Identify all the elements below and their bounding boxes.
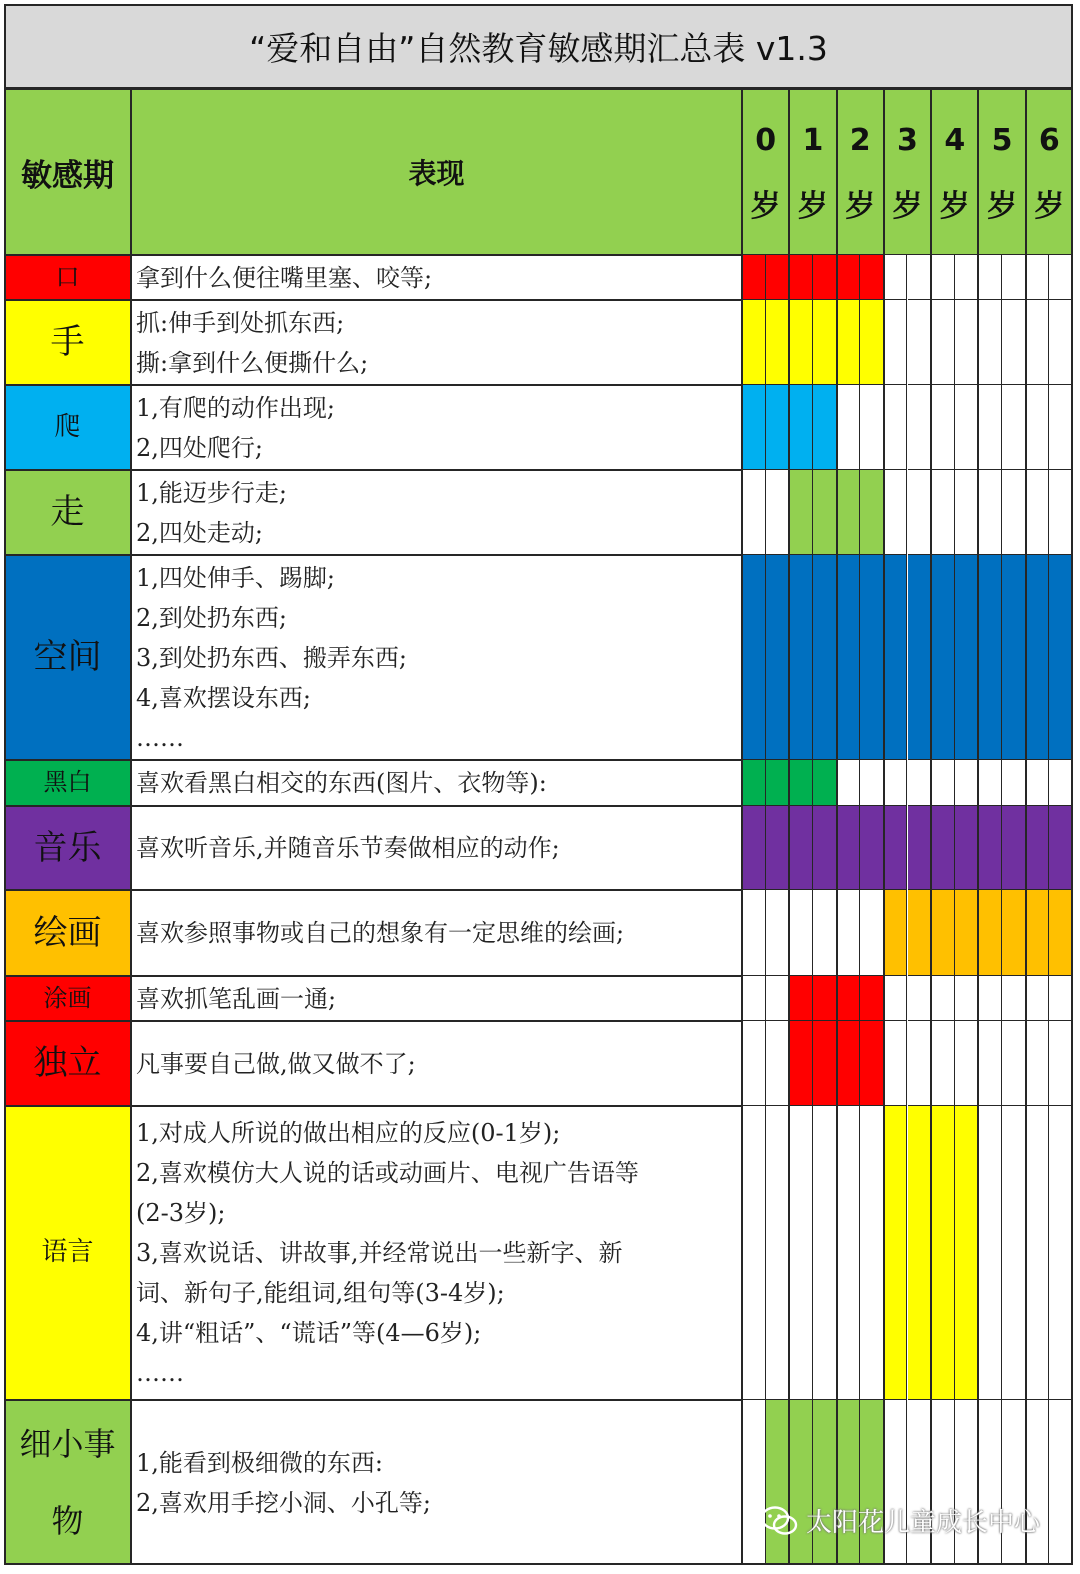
timeline-cell bbox=[860, 555, 884, 760]
description-line: 凡事要自己做,做又做不了; bbox=[136, 1049, 416, 1078]
timeline-cell bbox=[955, 760, 979, 806]
description-line: 喜欢抓笔乱画一通; bbox=[136, 984, 337, 1013]
timeline-cell bbox=[908, 1400, 932, 1565]
timeline-cell bbox=[766, 760, 790, 806]
timeline-cell bbox=[1002, 976, 1026, 1021]
timeline-cell bbox=[837, 385, 861, 470]
age-number: 2 bbox=[849, 123, 871, 158]
timeline-cell bbox=[766, 806, 790, 890]
timeline-cell bbox=[837, 1400, 861, 1565]
timeline-cell bbox=[955, 976, 979, 1021]
timeline-cell bbox=[884, 1400, 908, 1565]
timeline-cell bbox=[860, 1106, 884, 1400]
age-number: 1 bbox=[802, 123, 824, 158]
timeline-cell bbox=[1049, 470, 1073, 555]
timeline-cell bbox=[742, 806, 766, 890]
timeline-cell bbox=[908, 1106, 932, 1400]
timeline-cell bbox=[884, 760, 908, 806]
timeline-cell bbox=[1049, 300, 1073, 385]
timeline-cell bbox=[813, 976, 837, 1021]
timeline-cell bbox=[1026, 1400, 1050, 1565]
timeline-cell bbox=[978, 385, 1002, 470]
timeline-cell bbox=[931, 760, 955, 806]
period-name: 空间 bbox=[4, 555, 131, 760]
description-line: 3,喜欢说话、讲故事,并经常说出一些新字、新 bbox=[136, 1239, 623, 1267]
timeline-cell bbox=[884, 255, 908, 300]
timeline-cell bbox=[1002, 1021, 1026, 1106]
description-line: 1,对成人所说的做出相应的反应(0-1岁); bbox=[136, 1119, 561, 1147]
timeline-cell bbox=[813, 470, 837, 555]
timeline-cell bbox=[955, 470, 979, 555]
timeline-cell bbox=[931, 255, 955, 300]
timeline-cell bbox=[908, 760, 932, 806]
timeline-cell bbox=[908, 806, 932, 890]
header-performance: 表现 bbox=[131, 89, 742, 255]
description-line: 词、新句子,能组词,组句等(3-4岁); bbox=[136, 1279, 505, 1307]
timeline-cell bbox=[742, 1021, 766, 1106]
timeline-cell bbox=[978, 1106, 1002, 1400]
description-line: 2,四处走动; bbox=[136, 518, 263, 547]
timeline-cell bbox=[837, 470, 861, 555]
period-name: 走 bbox=[4, 470, 131, 555]
watermark-text: 太阳花儿童成长中心 bbox=[806, 1508, 1041, 1538]
timeline-cell bbox=[884, 385, 908, 470]
description-line: 4,喜欢摆设东西; bbox=[136, 683, 311, 712]
timeline-cell bbox=[766, 555, 790, 760]
age-unit: 岁 bbox=[892, 189, 923, 224]
period-name: 语言 bbox=[4, 1106, 131, 1400]
timeline-cell bbox=[789, 1106, 813, 1400]
timeline-cell bbox=[789, 1400, 813, 1565]
timeline-cell bbox=[1026, 300, 1050, 385]
timeline-cell bbox=[931, 976, 955, 1021]
description-line: (2-3岁); bbox=[136, 1199, 226, 1227]
description-line: 2,喜欢模仿大人说的话或动画片、电视广告语等 bbox=[136, 1159, 639, 1187]
timeline-cell bbox=[1026, 555, 1050, 760]
timeline-cell bbox=[1049, 1021, 1073, 1106]
timeline-cell bbox=[789, 976, 813, 1021]
description-line: 2,到处扔东西; bbox=[136, 603, 287, 632]
timeline-cell bbox=[955, 1021, 979, 1106]
timeline-cell bbox=[860, 470, 884, 555]
timeline-cell bbox=[860, 1400, 884, 1565]
timeline-cell bbox=[1026, 1106, 1050, 1400]
timeline-cell bbox=[766, 385, 790, 470]
timeline-cell bbox=[742, 890, 766, 976]
timeline-cell bbox=[813, 1400, 837, 1565]
timeline-cell bbox=[766, 1400, 790, 1565]
timeline-cell bbox=[1002, 1400, 1026, 1565]
timeline-cell bbox=[860, 300, 884, 385]
timeline-cell bbox=[813, 555, 837, 760]
timeline-cell bbox=[908, 555, 932, 760]
timeline-cell bbox=[955, 385, 979, 470]
timeline-cell bbox=[813, 300, 837, 385]
timeline-cell bbox=[1026, 385, 1050, 470]
age-number: 3 bbox=[897, 123, 918, 158]
age-header-0 bbox=[742, 89, 789, 255]
timeline-cell bbox=[908, 890, 932, 976]
period-name: 绘画 bbox=[4, 890, 131, 976]
description-line: …… bbox=[136, 1359, 184, 1387]
timeline-cell bbox=[766, 890, 790, 976]
timeline-cell bbox=[931, 806, 955, 890]
timeline-cell bbox=[1026, 255, 1050, 300]
timeline-cell bbox=[908, 300, 932, 385]
timeline-cell bbox=[1002, 300, 1026, 385]
timeline-cell bbox=[766, 470, 790, 555]
timeline-cell bbox=[978, 300, 1002, 385]
timeline-cell bbox=[1026, 1021, 1050, 1106]
age-number: 5 bbox=[991, 123, 1013, 158]
timeline-cell bbox=[955, 890, 979, 976]
timeline-cell bbox=[884, 806, 908, 890]
age-unit: 岁 bbox=[1034, 189, 1065, 224]
period-name-line: 物 bbox=[51, 1501, 84, 1540]
timeline-cell bbox=[789, 255, 813, 300]
period-description bbox=[131, 760, 742, 806]
timeline-cell bbox=[837, 1106, 861, 1400]
timeline-cell bbox=[978, 470, 1002, 555]
timeline-cell bbox=[931, 555, 955, 760]
timeline-cell bbox=[766, 255, 790, 300]
period-description bbox=[131, 470, 742, 555]
period-name: 音乐 bbox=[4, 806, 131, 890]
timeline-cell bbox=[1026, 760, 1050, 806]
description-line: 喜欢参照事物或自己的想象有一定思维的绘画; bbox=[136, 919, 625, 947]
period-description bbox=[131, 300, 742, 385]
timeline-cell bbox=[837, 806, 861, 890]
timeline-cell bbox=[931, 470, 955, 555]
timeline-cell bbox=[908, 976, 932, 1021]
age-header-5 bbox=[978, 89, 1025, 255]
description-line: 2,喜欢用手挖小洞、小孔等; bbox=[136, 1488, 431, 1517]
timeline-cell bbox=[1026, 890, 1050, 976]
timeline-cell bbox=[742, 300, 766, 385]
timeline-cell bbox=[1049, 760, 1073, 806]
timeline-cell bbox=[860, 806, 884, 890]
age-unit: 岁 bbox=[845, 189, 876, 224]
timeline-cell bbox=[766, 1021, 790, 1106]
timeline-cell bbox=[1002, 255, 1026, 300]
timeline-cell bbox=[978, 1400, 1002, 1565]
timeline-cell bbox=[955, 1106, 979, 1400]
timeline-cell bbox=[884, 470, 908, 555]
timeline-cell bbox=[742, 1400, 766, 1565]
timeline-cell bbox=[837, 555, 861, 760]
timeline-cell bbox=[789, 890, 813, 976]
timeline-cell bbox=[813, 385, 837, 470]
timeline-cell bbox=[931, 890, 955, 976]
timeline-cell bbox=[742, 385, 766, 470]
timeline-cell bbox=[789, 470, 813, 555]
timeline-cell bbox=[931, 1021, 955, 1106]
description-line: 抓:伸手到处抓东西; bbox=[136, 308, 345, 337]
period-name: 独立 bbox=[4, 1021, 131, 1106]
timeline-cell bbox=[1002, 760, 1026, 806]
timeline-cell bbox=[742, 760, 766, 806]
timeline-cell bbox=[860, 1021, 884, 1106]
period-description bbox=[131, 1106, 742, 1400]
timeline-cell bbox=[1002, 806, 1026, 890]
age-unit: 岁 bbox=[987, 189, 1018, 224]
age-unit: 岁 bbox=[750, 189, 781, 224]
timeline-cell bbox=[978, 555, 1002, 760]
timeline-cell bbox=[813, 1021, 837, 1106]
timeline-cell bbox=[1049, 555, 1073, 760]
period-description bbox=[131, 976, 742, 1021]
age-number: 6 bbox=[1038, 123, 1060, 158]
period-name: 涂画 bbox=[4, 976, 131, 1021]
header-sensitive-period: 敏感期 bbox=[4, 89, 131, 255]
timeline-cell bbox=[813, 760, 837, 806]
period-description bbox=[131, 1021, 742, 1106]
timeline-cell bbox=[978, 976, 1002, 1021]
age-unit: 岁 bbox=[939, 189, 970, 224]
timeline-cell bbox=[978, 806, 1002, 890]
timeline-cell bbox=[1026, 976, 1050, 1021]
timeline-cell bbox=[908, 385, 932, 470]
timeline-cell bbox=[1002, 555, 1026, 760]
timeline-cell bbox=[1049, 976, 1073, 1021]
timeline-cell bbox=[860, 255, 884, 300]
timeline-cell bbox=[955, 255, 979, 300]
timeline-cell bbox=[860, 976, 884, 1021]
timeline-cell bbox=[884, 976, 908, 1021]
timeline-cell bbox=[813, 1106, 837, 1400]
timeline-cell bbox=[955, 806, 979, 890]
timeline-cell bbox=[978, 1021, 1002, 1106]
timeline-cell bbox=[742, 555, 766, 760]
timeline-cell bbox=[837, 760, 861, 806]
period-name bbox=[4, 1400, 131, 1565]
description-line: 撕:拿到什么便撕什么; bbox=[136, 348, 369, 377]
timeline-cell bbox=[742, 1106, 766, 1400]
timeline-cell bbox=[742, 976, 766, 1021]
timeline-cell bbox=[766, 300, 790, 385]
timeline-cell bbox=[884, 300, 908, 385]
timeline-cell bbox=[1049, 255, 1073, 300]
timeline-cell bbox=[789, 385, 813, 470]
timeline-cell bbox=[837, 976, 861, 1021]
timeline-cell bbox=[813, 890, 837, 976]
timeline-cell bbox=[884, 890, 908, 976]
timeline-cell bbox=[1049, 385, 1073, 470]
period-description bbox=[131, 255, 742, 300]
age-header-1 bbox=[789, 89, 836, 255]
description-line: 4,讲“粗话”、“谎话”等(4—6岁); bbox=[136, 1319, 482, 1347]
timeline-cell bbox=[1049, 1400, 1073, 1565]
timeline-cell bbox=[978, 255, 1002, 300]
timeline-cell bbox=[978, 760, 1002, 806]
timeline-cell bbox=[1026, 806, 1050, 890]
timeline-cell bbox=[1002, 1106, 1026, 1400]
timeline-cell bbox=[766, 976, 790, 1021]
description-line: 拿到什么便往嘴里塞、咬等; bbox=[136, 263, 433, 292]
period-name: 黑白 bbox=[4, 760, 131, 806]
description-line: 1,能迈步行走; bbox=[136, 478, 287, 507]
timeline-cell bbox=[789, 1021, 813, 1106]
timeline-cell bbox=[931, 1400, 955, 1565]
timeline-cell bbox=[837, 890, 861, 976]
timeline-cell bbox=[884, 555, 908, 760]
timeline-cell bbox=[884, 1106, 908, 1400]
timeline-cell bbox=[1002, 385, 1026, 470]
age-number: 4 bbox=[944, 123, 966, 158]
description-line: …… bbox=[136, 723, 184, 752]
age-number: 0 bbox=[755, 123, 777, 158]
timeline-cell bbox=[860, 890, 884, 976]
timeline-cell bbox=[766, 1106, 790, 1400]
period-description bbox=[131, 385, 742, 470]
watermark bbox=[760, 1502, 1040, 1539]
timeline-cell bbox=[860, 760, 884, 806]
timeline-cell bbox=[908, 255, 932, 300]
timeline-cell bbox=[955, 1400, 979, 1565]
timeline-cell bbox=[884, 1021, 908, 1106]
description-line: 1,有爬的动作出现; bbox=[136, 393, 335, 422]
timeline-cell bbox=[955, 555, 979, 760]
age-unit: 岁 bbox=[797, 189, 828, 224]
timeline-cell bbox=[789, 760, 813, 806]
period-description bbox=[131, 1400, 742, 1565]
timeline-cell bbox=[978, 890, 1002, 976]
period-name: 手 bbox=[4, 300, 131, 385]
timeline-cell bbox=[955, 300, 979, 385]
age-header-6 bbox=[1026, 89, 1073, 255]
wechat-icon bbox=[760, 1505, 798, 1537]
timeline-cell bbox=[789, 300, 813, 385]
timeline-cell bbox=[931, 1106, 955, 1400]
period-description bbox=[131, 555, 742, 760]
period-description bbox=[131, 890, 742, 976]
age-header-2 bbox=[837, 89, 884, 255]
description-line: 1,能看到极细微的东西: bbox=[136, 1448, 383, 1477]
timeline-cell bbox=[789, 555, 813, 760]
description-line: 喜欢听音乐,并随音乐节奏做相应的动作; bbox=[136, 834, 560, 862]
period-name: 口 bbox=[4, 255, 131, 300]
timeline-cell bbox=[931, 385, 955, 470]
timeline-cell bbox=[837, 300, 861, 385]
period-description bbox=[131, 806, 742, 890]
age-header-3 bbox=[884, 89, 931, 255]
timeline-cell bbox=[860, 385, 884, 470]
timeline-cell bbox=[1049, 1106, 1073, 1400]
table-title: “爱和自由”自然教育敏感期汇总表 v1.3 bbox=[4, 4, 1073, 89]
age-header-4 bbox=[931, 89, 978, 255]
timeline-cell bbox=[908, 1021, 932, 1106]
timeline-cell bbox=[837, 1021, 861, 1106]
timeline-cell bbox=[813, 255, 837, 300]
timeline-cell bbox=[813, 806, 837, 890]
timeline-cell bbox=[908, 470, 932, 555]
period-name-line: 细小事 bbox=[19, 1424, 116, 1463]
description-line: 喜欢看黑白相交的东西(图片、衣物等): bbox=[136, 769, 547, 797]
description-line: 2,四处爬行; bbox=[136, 433, 263, 462]
description-line: 1,四处伸手、踢脚; bbox=[136, 563, 335, 592]
timeline-cell bbox=[1002, 890, 1026, 976]
description-line: 3,到处扔东西、搬弄东西; bbox=[136, 643, 407, 672]
timeline-cell bbox=[837, 255, 861, 300]
timeline-cell bbox=[1026, 470, 1050, 555]
timeline-cell bbox=[1049, 890, 1073, 976]
timeline-cell bbox=[1002, 470, 1026, 555]
timeline-cell bbox=[742, 255, 766, 300]
timeline-cell bbox=[789, 806, 813, 890]
period-name: 爬 bbox=[4, 385, 131, 470]
timeline-cell bbox=[931, 300, 955, 385]
timeline-cell bbox=[1049, 806, 1073, 890]
timeline-cell bbox=[742, 470, 766, 555]
